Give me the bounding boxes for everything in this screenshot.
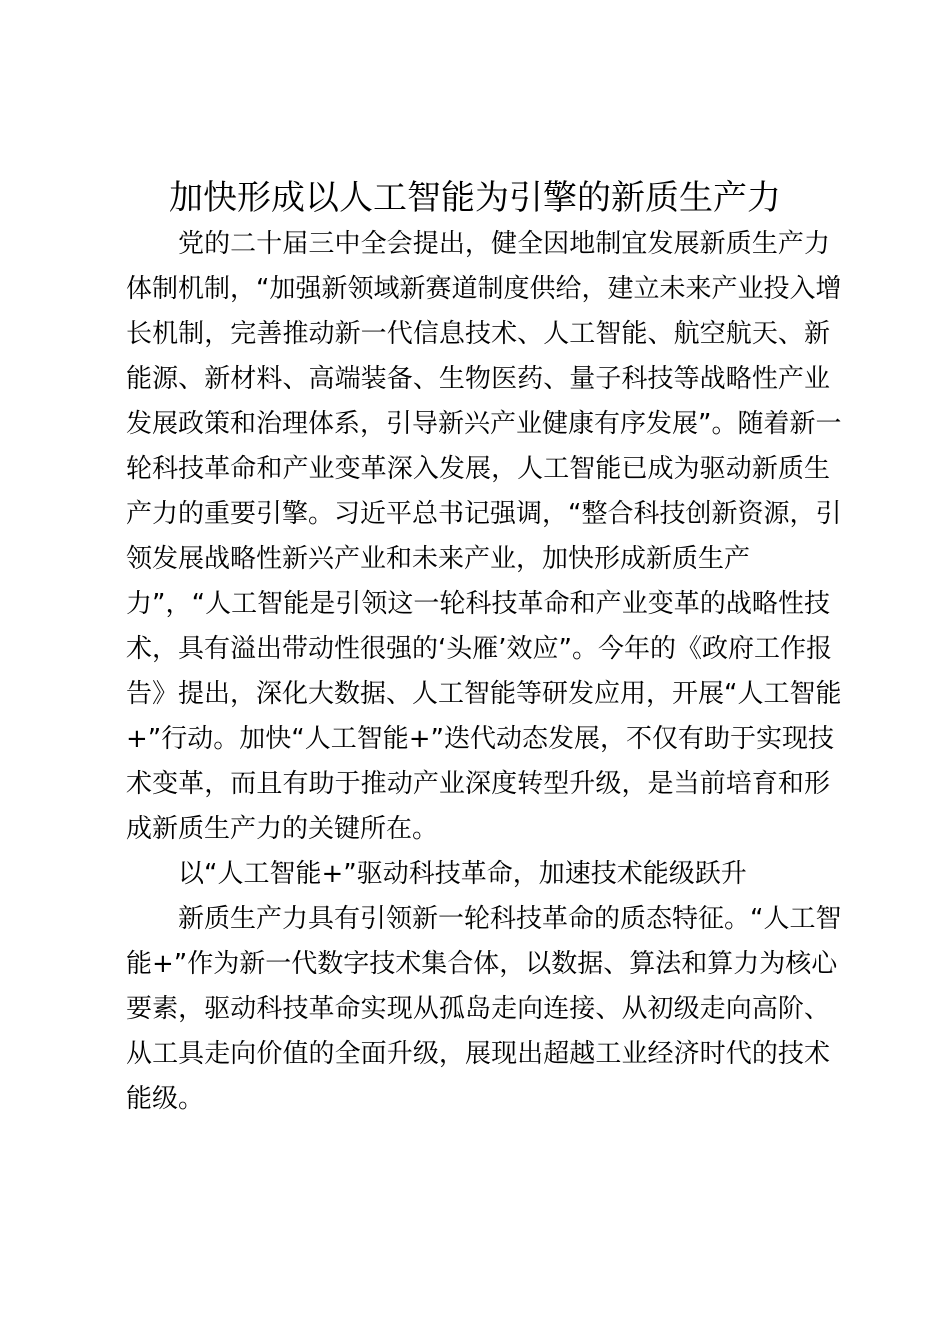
paragraph-1-line-3: 长机制，完善推动新一代信息技术、人工智能、航空航天、新 [126, 319, 830, 349]
paragraph-1-line-9: 力”，“人工智能是引领这一轮科技革命和产业变革的战略性技 [126, 589, 830, 619]
paragraph-1-line-10: 术，具有溢出带动性很强的‘头雁’效应”。今年的《政府工作报 [126, 634, 832, 664]
document-title: 加快形成以人工智能为引擎的新质生产力 [169, 178, 781, 218]
paragraph-1-line-8: 领发展战略性新兴产业和未来产业，加快形成新质生产 [126, 544, 751, 574]
paragraph-1-line-1: 党的二十届三中全会提出，健全因地制宜发展新质生产力 [178, 229, 830, 259]
paragraph-1-line-7: 产力的重要引擎。习近平总书记强调，“整合科技创新资源，引 [126, 499, 842, 529]
paragraph-3-line-4: 从工具走向价值的全面升级，展现出超越工业经济时代的技术 [126, 1039, 830, 1069]
paragraph-3-line-3: 要素，驱动科技革命实现从孤岛走向连接、从初级走向高阶、 [126, 994, 830, 1024]
paragraph-3-line-1: 新质生产力具有引领新一轮科技革命的质态特征。“人工智 [178, 904, 842, 934]
paragraph-1-line-14: 成新质生产力的关键所在。 [126, 814, 439, 844]
paragraph-1-line-12: +”行动。加快“人工智能+”迭代动态发展，不仅有助于实现技 [126, 724, 834, 754]
paragraph-3-line-5: 能级。 [126, 1084, 205, 1114]
paragraph-3-line-2: 能+”作为新一代数字技术集合体，以数据、算法和算力为核心 [126, 949, 838, 979]
paragraph-1-line-13: 术变革，而且有助于推动产业深度转型升级，是当前培育和形 [126, 769, 830, 799]
paragraph-1-line-5: 发展政策和治理体系，引导新兴产业健康有序发展”。随着新一 [126, 409, 842, 439]
section-heading: 以“人工智能+”驱动科技革命，加速技术能级跃升 [178, 859, 747, 889]
paragraph-1-line-11: 告》提出，深化大数据、人工智能等研发应用，开展“人工智能 [126, 679, 842, 709]
paragraph-1-line-2: 体制机制，“加强新领域新赛道制度供给，建立未来产业投入增 [126, 274, 842, 304]
paragraph-1-line-6: 轮科技革命和产业变革深入发展，人工智能已成为驱动新质生 [126, 454, 830, 484]
paragraph-1-line-4: 能源、新材料、高端装备、生物医药、量子科技等战略性产业 [126, 364, 830, 394]
